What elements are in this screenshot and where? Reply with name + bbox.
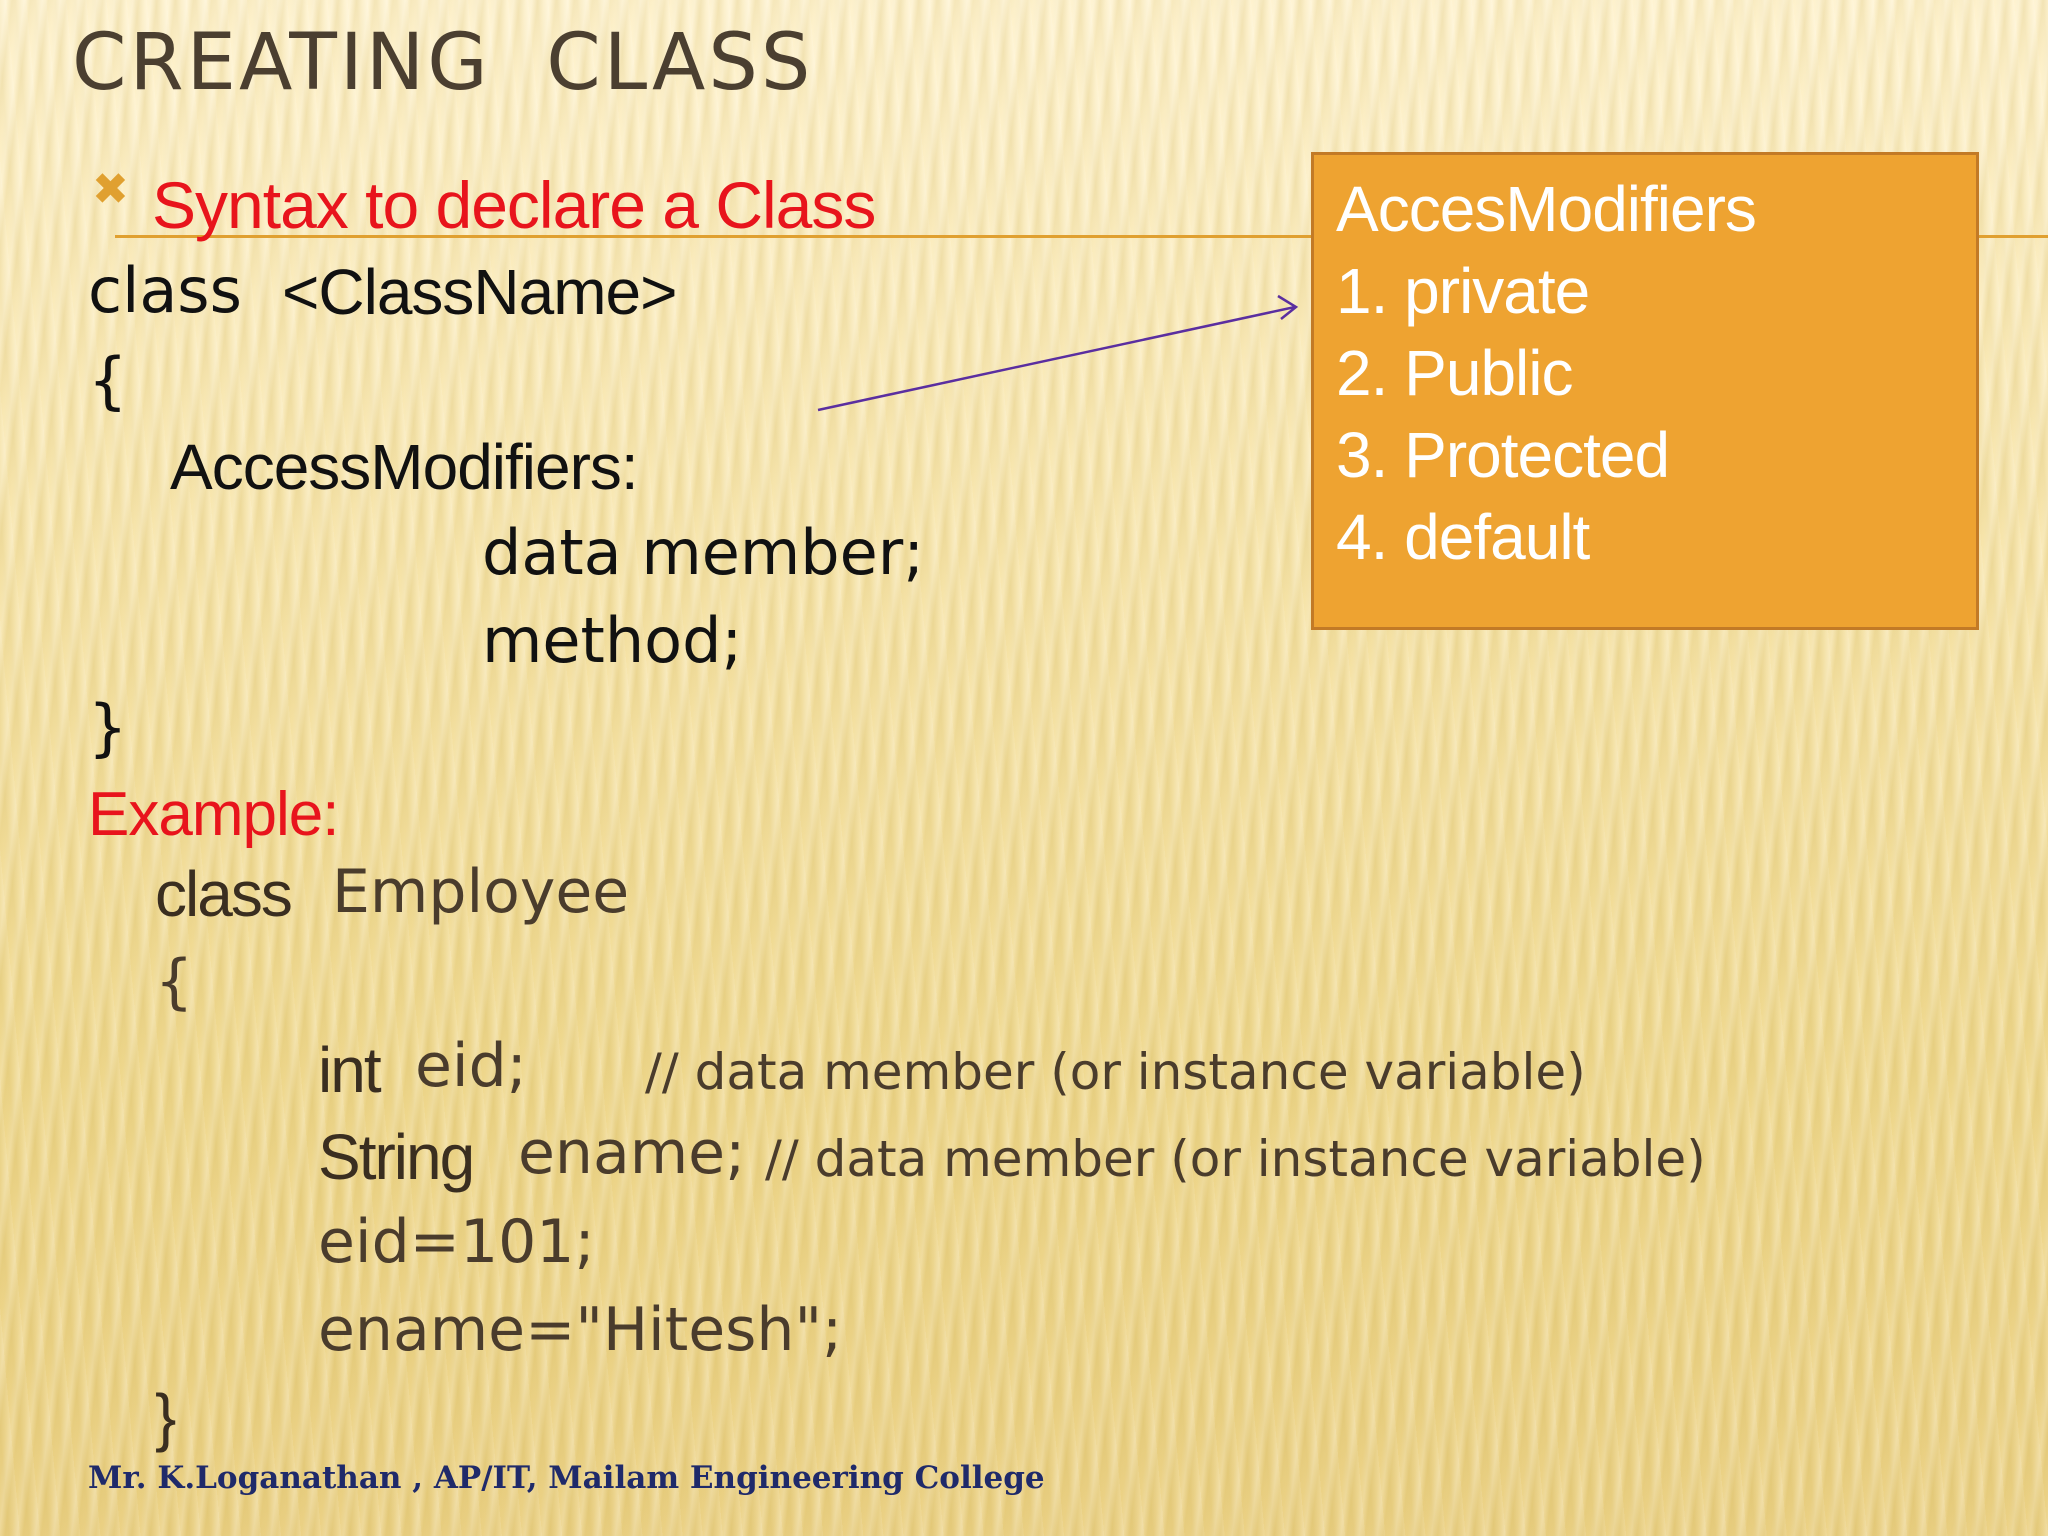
syntax-method: method;: [482, 604, 743, 677]
callout-item-default: 4. default: [1336, 501, 1590, 573]
example-string-type: String: [318, 1121, 474, 1193]
syntax-access-modifiers: AccessModifiers:: [170, 431, 638, 503]
footer-credit: Mr. K.Loganathan , AP/IT, Mailam Engineering College: [88, 1460, 1045, 1496]
example-ename-decl: ename;: [518, 1118, 746, 1188]
bullet-heading: Syntax to declare a Class: [152, 168, 876, 242]
example-eid-assign: eid=101;: [318, 1207, 595, 1277]
example-eid-decl: eid;: [415, 1031, 527, 1101]
example-class-name: Employee: [332, 857, 630, 927]
example-open-brace: {: [155, 947, 194, 1017]
example-close-brace: }: [155, 1381, 175, 1453]
arrow-line: [818, 307, 1295, 410]
example-class-keyword: class: [155, 858, 291, 930]
example-comment-2: // data member (or instance variable): [765, 1130, 1706, 1188]
callout-item-protected: 3. Protected: [1336, 419, 1670, 491]
syntax-open-brace: {: [88, 344, 128, 417]
syntax-data-member: data member;: [482, 516, 925, 589]
example-int-type: int: [318, 1034, 380, 1106]
syntax-close-brace: }: [88, 691, 128, 764]
example-label: Example:: [88, 780, 339, 849]
slide-title: CREATING CLASS: [72, 18, 814, 108]
example-comment-1: // data member (or instance variable): [645, 1043, 1586, 1101]
callout-item-public: 2. Public: [1336, 337, 1573, 409]
callout-item-private: 1. private: [1336, 255, 1590, 327]
callout-title: AccesModifiers: [1336, 173, 1756, 245]
x-bullet-icon: ✖: [92, 165, 129, 214]
syntax-class-keyword: class: [88, 254, 242, 327]
syntax-class-name: <ClassName>: [282, 256, 677, 328]
example-ename-assign: ename="Hitesh";: [318, 1295, 843, 1365]
